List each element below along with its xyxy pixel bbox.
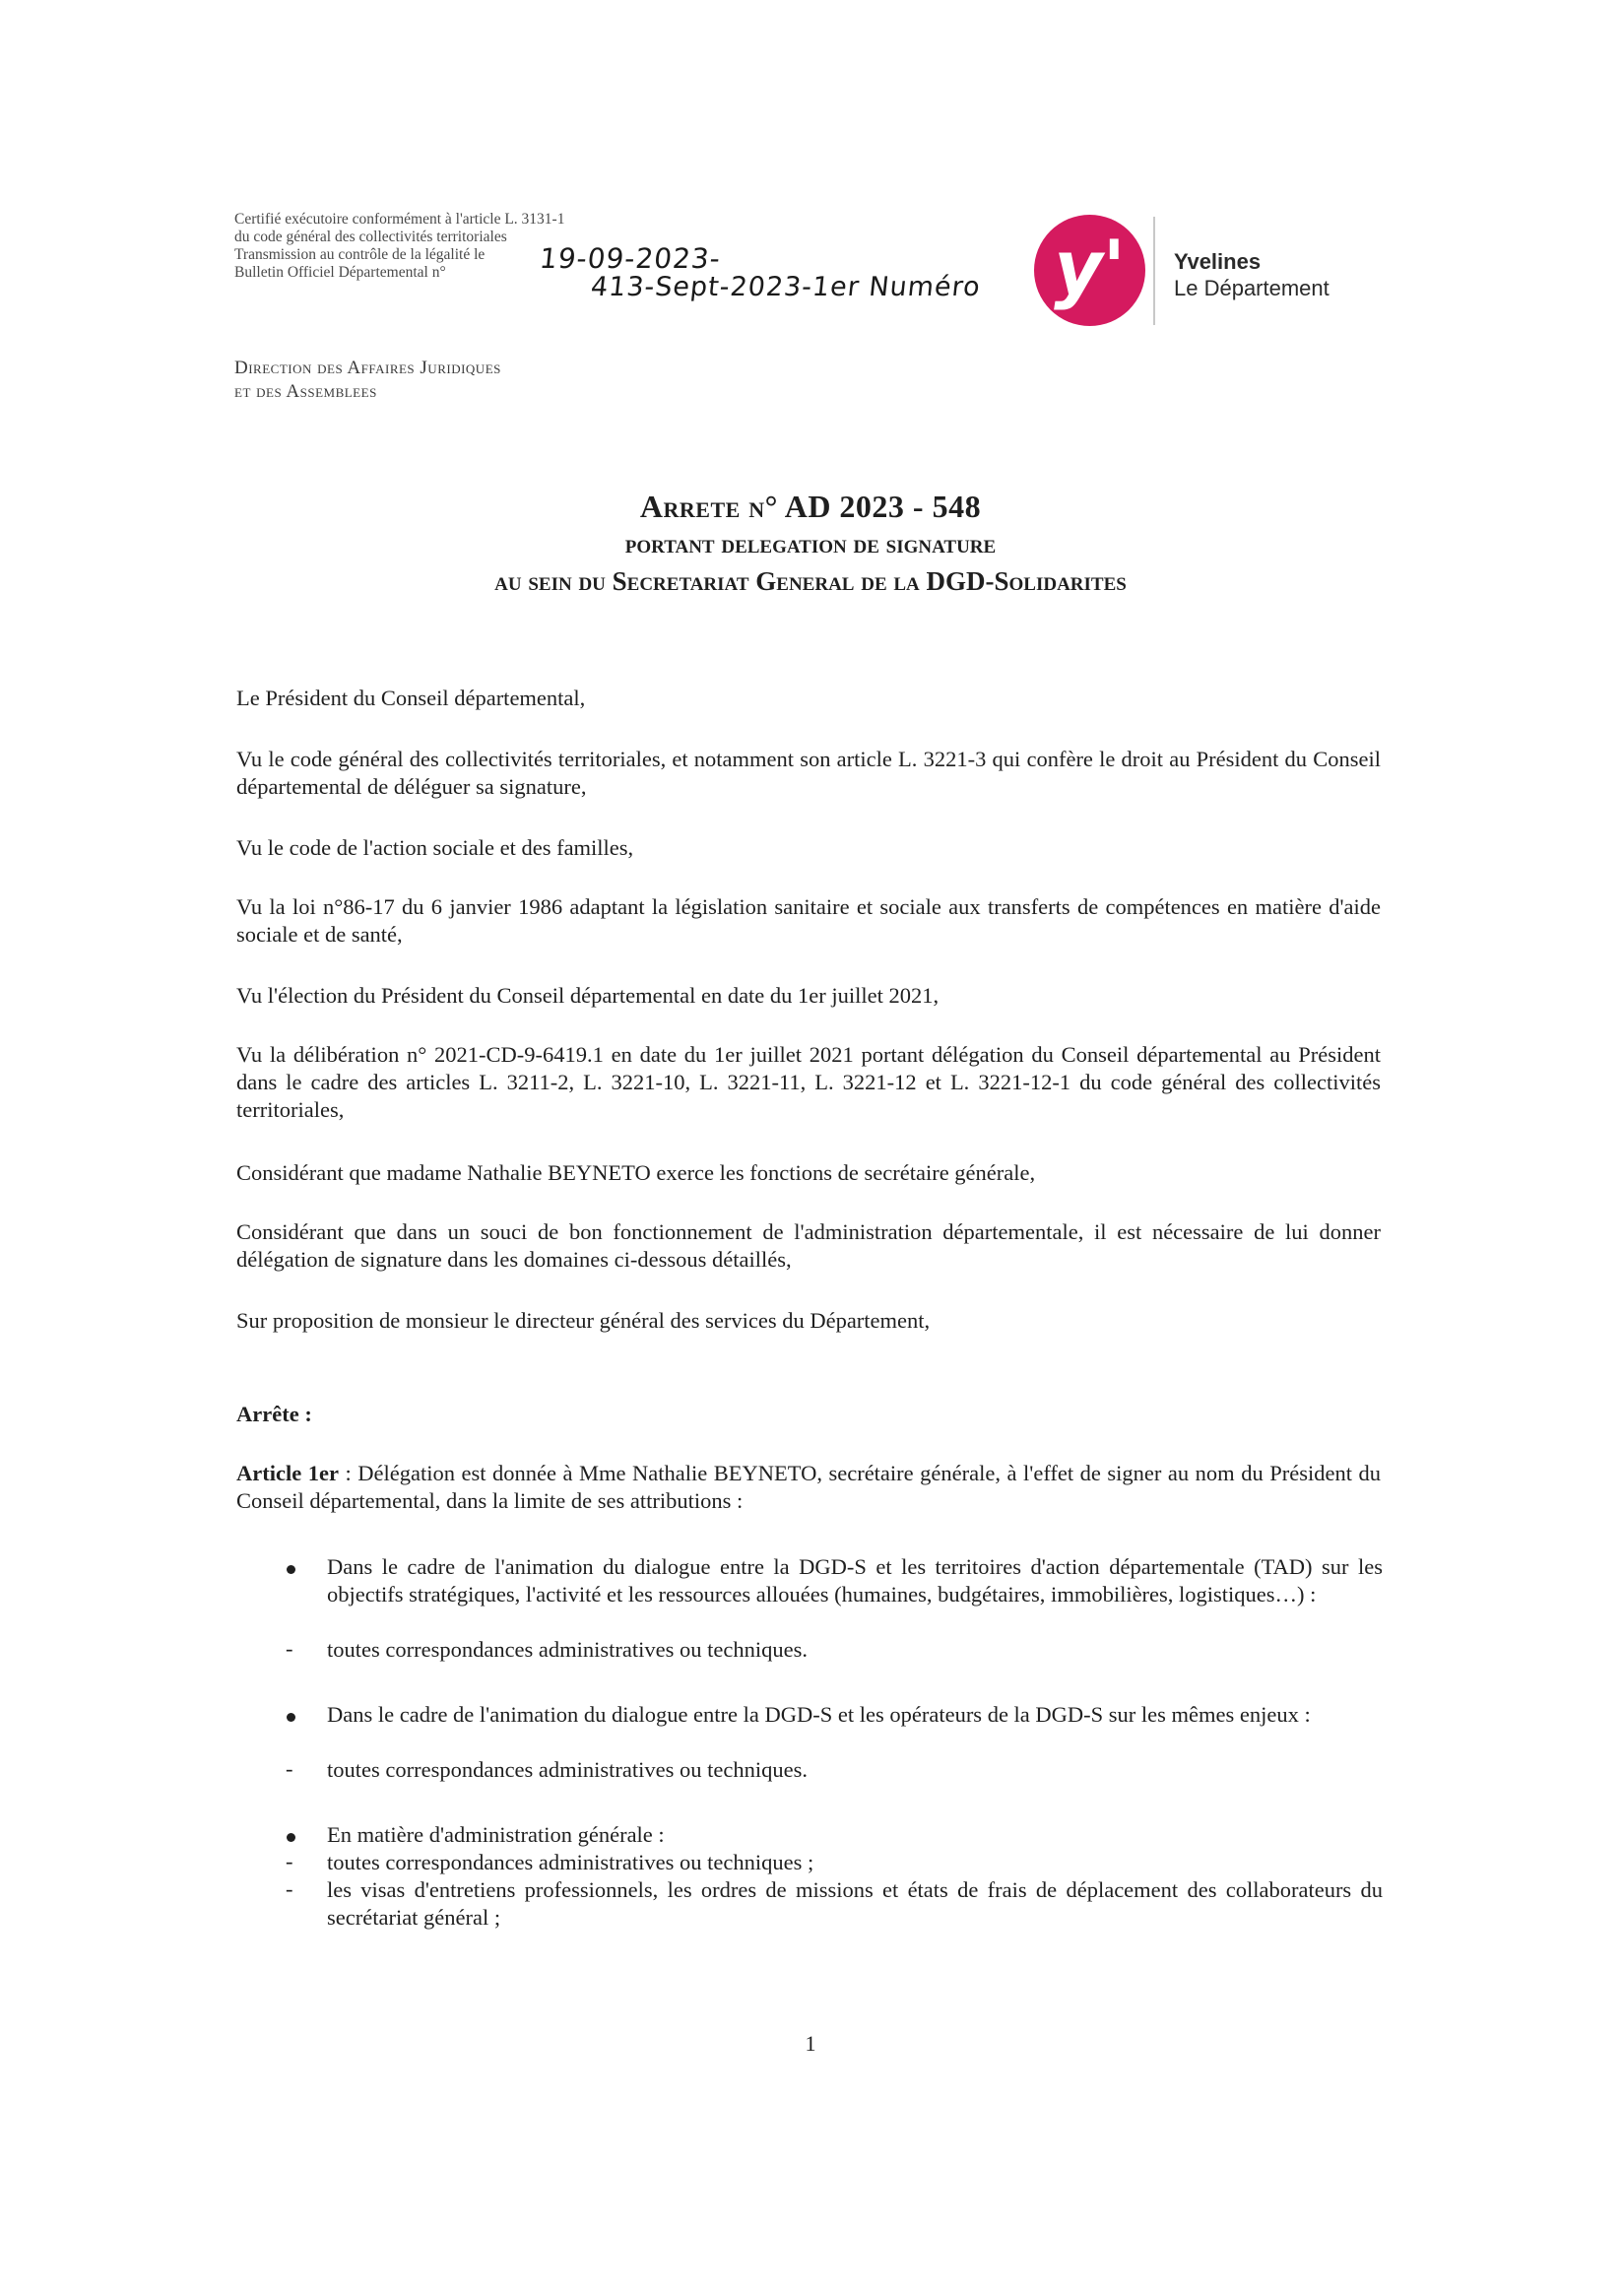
issuing-direction [234,357,501,404]
dash-item-1: toutes correspondances administratives ou techniques. [327,1637,808,1662]
cert-line-4: Bulletin Officiel Départemental n° [234,264,446,281]
direction-line-1: Direction des Affaires Juridiques [234,358,501,378]
decree-subject-line-2: au sein du Secretariat General de la DGD-Solidarites [494,566,1127,596]
logo-name: Yvelines [1174,249,1262,274]
bullet-dot-icon [287,1833,295,1842]
considerant-paragraph-2: Considérant que dans un souci de bon fonctionnement de l'administration départementale, il est nécessaire de lui donner délégation de signature dans les domaines ci-dessous détaillés, [236,1219,1381,1272]
bullet-dot-icon [287,1713,295,1722]
vu-paragraph-4: Vu l'élection du Président du Conseil départemental en date du 1er juillet 2021, [236,983,940,1008]
dash-icon: - [286,1756,293,1781]
bullet-item-1: Dans le cadre de l'animation du dialogue entre la DGD-S et les territoires d'action départementale (TAD) sur les objectifs stratégiques, l'activité et les ressources allouées (humaines, budgétaires, immobilières, logistiques…) : [327,1554,1383,1607]
dash-item-2: toutes correspondances administratives ou techniques. [327,1757,808,1782]
president-heading: Le Président du Conseil départemental, [236,686,586,710]
page-number: 1 [805,2031,816,2056]
dash-icon: - [286,1876,293,1901]
cert-line-2: du code général des collectivités territoriales [234,229,507,245]
bullet-item-3: En matière d'administration générale : [327,1822,665,1847]
direction-line-2: et des Assemblees [234,381,377,402]
arrete-label: Arrête : [236,1402,312,1426]
dash-item-3: toutes correspondances administratives ou techniques ; [327,1850,814,1874]
vu-paragraph-3: Vu la loi n°86-17 du 6 janvier 1986 adaptant la législation sanitaire et sociale aux transferts de compétences en matière d'aide sociale et de santé, [236,894,1381,947]
article-1-paragraph [236,1460,1381,1515]
bullet-dot-icon [287,1565,295,1574]
handwritten-transmission-date: 19-09-2023- [538,242,723,275]
decree-number: Arrete n° AD 2023 - 548 [639,489,982,524]
dash-icon: - [286,1636,293,1661]
vu-paragraph-2: Vu le code de l'action sociale et des familles, [236,835,634,860]
considerant-paragraph-1: Considérant que madame Nathalie BEYNETO exerce les fonctions de secrétaire générale, [236,1160,1036,1185]
arrete-heading [236,1401,1381,1428]
vu-paragraph-5: Vu la délibération n° 2021-CD-9-6419.1 en date du 1er juillet 2021 portant délégation du Conseil départemental au Président dans le cadre des articles L. 3211-2, L. 3221-10, L. 3221-11, L. 3221-12 et L. 3221-12-1 du code général des collectivités territoriales, [236,1042,1381,1122]
logo-glyph: y' [1054,224,1126,311]
cert-line-3: Transmission au contrôle de la légalité le [234,246,486,263]
dash-item-4: les visas d'entretiens professionnels, les ordres de missions et états de frais de déplacement des collaborateurs du secrétariat général ; [327,1877,1383,1930]
logo-subtitle: Le Département [1174,276,1329,300]
proposition-paragraph: Sur proposition de monsieur le directeur général des services du Département, [236,1308,931,1333]
handwritten-bulletin-number: 413-Sept-2023-1er Numéro [589,272,983,302]
logo-divider [1153,217,1155,325]
article-1-label: Article 1er [236,1461,339,1485]
vu-paragraph-1: Vu le code général des collectivités territoriales, et notamment son article L. 3221-3 qui confère le droit au Président du Conseil départemental de déléguer sa signature, [236,747,1381,799]
decree-subject-line-1: portant delegation de signature [624,529,997,558]
bullet-item-2: Dans le cadre de l'animation du dialogue entre la DGD-S et les opérateurs de la DGD-S sur les mêmes enjeux : [327,1702,1311,1727]
dash-icon: - [286,1849,293,1873]
cert-line-1: Certifié exécutoire conformément à l'article L. 3131-1 [234,211,565,228]
article-1-text: : Délégation est donnée à Mme Nathalie BEYNETO, secrétaire générale, à l'effet de signer au nom du Président du Conseil départemental, dans la limite de ses attributions : [236,1461,1381,1513]
